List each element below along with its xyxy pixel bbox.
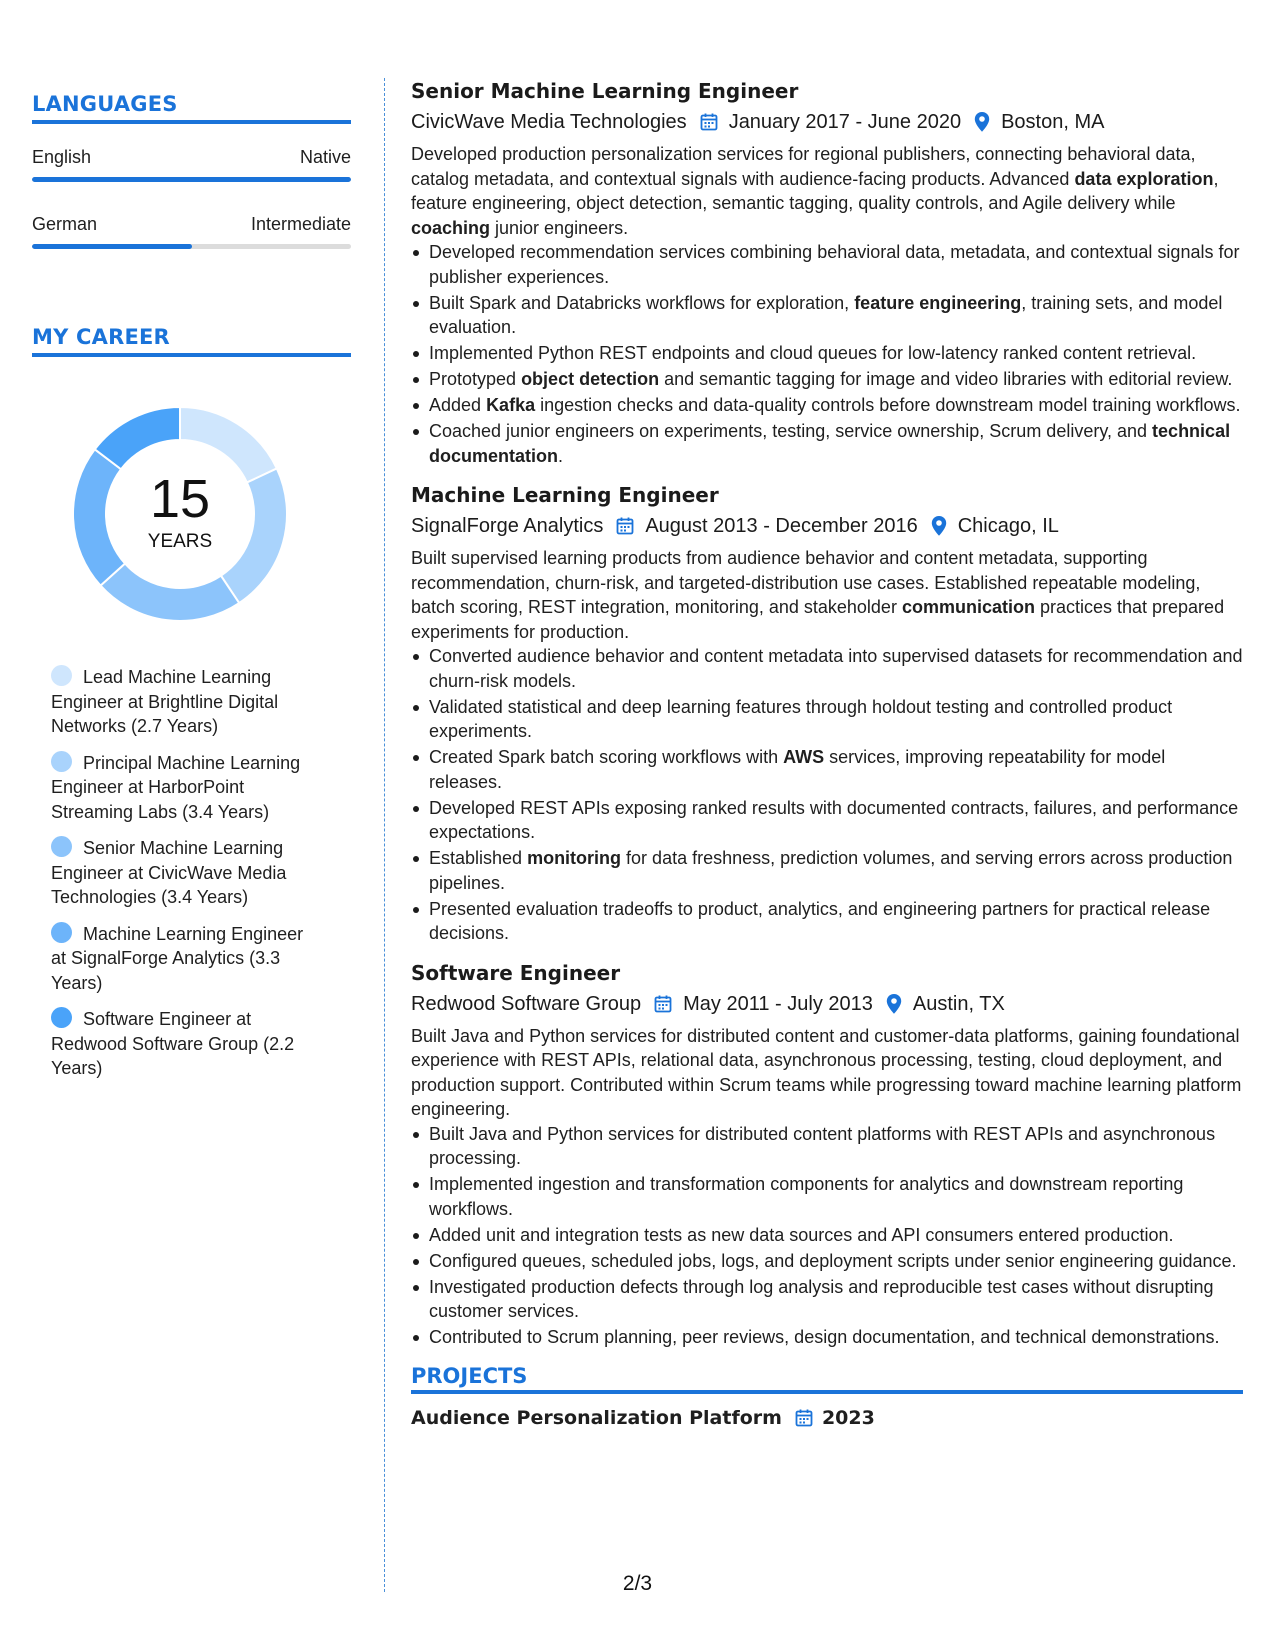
language-proficiency-fill — [32, 177, 351, 182]
highlighted-keyword: object detection — [521, 369, 660, 389]
job-company: CivicWave Media Technologies — [411, 111, 687, 133]
job-bullet — [411, 1122, 1243, 1171]
job-bullet — [411, 240, 1243, 289]
job-title: Senior Machine Learning Engineer — [411, 79, 799, 103]
career-legend-item — [51, 751, 321, 825]
job-bullet — [411, 644, 1243, 693]
column-divider — [384, 78, 385, 1592]
text-run: Added unit and integration tests as new data sources and API consumers entered production. — [429, 1224, 1174, 1245]
experience-column — [411, 76, 1243, 1432]
job-bullet — [411, 341, 1243, 366]
text-run: ingestion checks and data-quality controls before downstream model training workflows. — [535, 395, 1241, 415]
job-title: Software Engineer — [411, 960, 621, 985]
job-bullet — [411, 846, 1243, 895]
legend-label: Software Engineer at Redwood Software Group (2.2 Years) — [51, 1009, 295, 1078]
text-run: Implemented ingestion and transformation components for analytics and downstream reporting workflows. — [429, 1174, 1184, 1219]
text-run: junior engineers. — [490, 217, 629, 238]
sidebar — [32, 92, 351, 1093]
highlighted-keyword: coaching — [411, 217, 491, 238]
job-dates: August 2013 - December 2016 — [645, 515, 918, 537]
projects-heading: PROJECTS — [411, 1364, 1243, 1394]
calendar-icon — [615, 516, 635, 536]
career-total-unit: YEARS — [147, 531, 213, 552]
job-company: Redwood Software Group — [411, 992, 642, 1015]
language-proficiency-bar — [32, 177, 351, 182]
job-company: SignalForge Analytics — [411, 515, 604, 537]
job-bullet — [411, 1275, 1243, 1324]
text-run: Converted audience behavior and content metadata into supervised datasets for recommendation and churn-risk models. — [429, 646, 1243, 691]
job-meta — [411, 107, 1243, 137]
language-item — [32, 213, 351, 249]
job-bullet — [411, 796, 1243, 845]
text-run: Contributed to Scrum planning, peer reviews, design documentation, and technical demonstrations. — [429, 1327, 1220, 1347]
text-run: Built Java and Python services for distributed content and customer-data platforms, gaining foundational experience with REST APIs, relational data, asynchronous processing, testing, cloud deployment, and production support. Contributed within Scrum teams while progressing toward machine learning platform engineering. — [411, 1025, 1242, 1119]
page-number: 2/3 — [622, 1572, 653, 1595]
job-bullet — [411, 291, 1243, 340]
job-title: Machine Learning Engineer — [411, 483, 719, 507]
job-bullet — [411, 393, 1243, 418]
map-pin-icon — [973, 111, 991, 133]
legend-color-dot — [51, 922, 72, 943]
legend-label: Senior Machine Learning Engineer at CivicWave Media Technologies (3.4 Years) — [51, 838, 287, 907]
language-name: English — [32, 147, 92, 167]
job-entry — [411, 76, 1243, 468]
highlighted-keyword: Kafka — [486, 395, 536, 415]
career-legend-item — [51, 836, 321, 910]
legend-color-dot — [51, 1007, 72, 1028]
language-level: Native — [299, 147, 351, 167]
text-run: , training sets, and model evaluation. — [429, 292, 1223, 337]
calendar-icon — [794, 1408, 814, 1428]
text-run: Coached junior engineers on experiments, testing, service ownership, Scrum delivery, and — [429, 421, 1153, 441]
job-bullet-list — [411, 644, 1243, 946]
text-run: Configured queues, scheduled jobs, logs, and deployment scripts under senior engineering guidance. — [429, 1250, 1237, 1271]
text-run: . — [558, 445, 564, 466]
job-location: Chicago, IL — [957, 515, 1059, 537]
text-run: Built supervised learning products from audience behavior and content metadata, supporting recommendation, churn-risk, and targeted-distribution use cases. Established repeatable modeling, batch scoring, REST integration, monitoring, and stakeholder — [411, 548, 1201, 617]
career-legend-item — [51, 1007, 321, 1081]
job-bullet — [411, 1172, 1243, 1221]
language-name: German — [32, 214, 98, 234]
legend-color-dot — [51, 751, 72, 772]
job-entry — [411, 480, 1243, 946]
job-location: Austin, TX — [912, 992, 1005, 1015]
legend-color-dot — [51, 665, 72, 686]
legend-label: Principal Machine Learning Engineer at HarborPoint Streaming Labs (3.4 Years) — [51, 752, 301, 822]
job-bullet — [411, 1325, 1243, 1350]
language-item — [32, 146, 351, 182]
job-description — [411, 546, 1243, 644]
text-run: Developed recommendation services combining behavioral data, metadata, and contextual signals for publisher experiences. — [429, 242, 1240, 287]
job-description — [411, 142, 1243, 240]
job-dates: January 2017 - June 2020 — [728, 111, 962, 133]
map-pin-icon — [930, 515, 948, 537]
career-legend-item — [51, 665, 321, 739]
text-run: practices that prepared experiments for production. — [411, 597, 1225, 642]
text-run: Established — [429, 848, 528, 868]
career-heading: MY CAREER — [32, 325, 351, 357]
highlighted-keyword: AWS — [783, 747, 825, 767]
text-run: Added — [429, 395, 487, 415]
highlighted-keyword: monitoring — [527, 848, 622, 868]
highlighted-keyword: feature engineering — [854, 292, 1022, 313]
text-run: Investigated production defects through log analysis and reproducible test cases without disrupting customer services. — [429, 1276, 1214, 1321]
highlighted-keyword: technical documentation — [429, 421, 1231, 466]
job-meta — [411, 989, 1243, 1019]
text-run: Implemented Python REST endpoints and cloud queues for low-latency ranked content retrieval. — [429, 343, 1197, 363]
career-total-years: 15 — [149, 469, 211, 529]
job-description — [411, 1024, 1243, 1122]
text-run: Developed production personalization services for regional publishers, connecting behavioral data, catalog metadata, and contextual signals with audience-facing products. Advanced — [411, 144, 1196, 189]
text-run: and semantic tagging for image and video libraries with editorial review. — [659, 369, 1233, 389]
text-run: services, improving repeatability for model releases. — [429, 747, 1166, 792]
legend-color-dot — [51, 836, 72, 857]
career-legend — [51, 665, 321, 1081]
job-bullet — [411, 745, 1243, 794]
career-donut-chart — [65, 399, 295, 629]
languages-heading: LANGUAGES — [32, 92, 351, 124]
map-pin-icon — [885, 993, 903, 1015]
legend-label: Machine Learning Engineer at SignalForge Analytics (3.3 Years) — [51, 923, 304, 993]
job-meta — [411, 511, 1243, 541]
job-bullet-list — [411, 1122, 1243, 1350]
legend-label: Lead Machine Learning Engineer at Brightline Digital Networks (2.7 Years) — [51, 667, 279, 736]
text-run: Prototyped — [429, 369, 522, 389]
text-run: Built Java and Python services for distributed content platforms with REST APIs and asynchronous processing. — [429, 1123, 1216, 1168]
job-location: Boston, MA — [1001, 111, 1105, 133]
highlighted-keyword: data exploration — [1074, 168, 1214, 189]
text-run: Developed REST APIs exposing ranked results with documented contracts, failures, and performance expectations. — [429, 797, 1239, 842]
job-bullet — [411, 897, 1243, 946]
job-bullet — [411, 419, 1243, 468]
language-proficiency-bar — [32, 244, 351, 249]
job-bullet — [411, 695, 1243, 744]
job-entry — [411, 958, 1243, 1350]
text-run: Built Spark and Databricks workflows for exploration, — [429, 292, 855, 313]
project-year: 2023 — [821, 1406, 875, 1429]
job-bullet — [411, 1249, 1243, 1274]
calendar-icon — [653, 994, 673, 1014]
calendar-icon — [699, 112, 719, 132]
project-name: Audience Personalization Platform — [411, 1406, 782, 1429]
text-run: Created Spark batch scoring workflows with — [429, 747, 784, 767]
text-run: Presented evaluation tradeoffs to product, analytics, and engineering partners for practical release decisions. — [429, 898, 1211, 943]
career-legend-item — [51, 922, 321, 996]
text-run: Validated statistical and deep learning features through holdout testing and controlled product experiments. — [429, 696, 1173, 741]
job-dates: May 2011 - July 2013 — [683, 992, 873, 1015]
project-entry — [411, 1404, 1243, 1432]
language-level: Intermediate — [250, 214, 351, 234]
job-bullet — [411, 1223, 1243, 1248]
text-run: , feature engineering, object detection, semantic tagging, quality controls, and Agile delivery while — [411, 168, 1219, 213]
language-proficiency-fill — [32, 244, 192, 249]
job-bullet-list — [411, 240, 1243, 468]
highlighted-keyword: communication — [901, 597, 1035, 617]
text-run: for data freshness, prediction volumes, and serving errors across production pipelines. — [429, 848, 1233, 893]
job-bullet — [411, 367, 1243, 392]
